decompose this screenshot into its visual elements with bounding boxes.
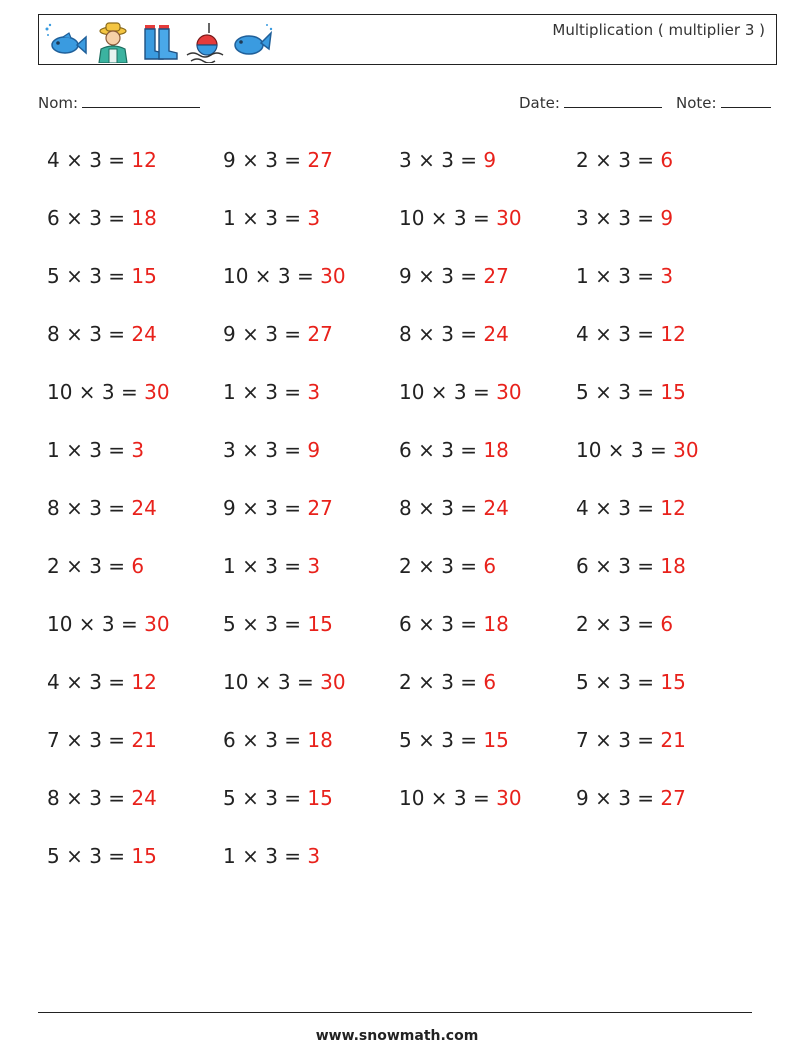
name-blank	[82, 93, 200, 108]
problem-question: 5 × 3 =	[223, 786, 308, 810]
problem-item	[47, 322, 157, 346]
header-icons	[43, 19, 275, 63]
problem-answer: 3	[307, 380, 321, 404]
problem-item	[399, 496, 509, 520]
problem-question: 8 × 3 =	[47, 496, 132, 520]
problem-item	[223, 322, 333, 346]
problem-question: 7 × 3 =	[576, 728, 661, 752]
problem-item	[576, 380, 686, 404]
problem-item	[47, 264, 157, 288]
problem-item	[47, 438, 144, 462]
problem-item	[576, 148, 673, 172]
problem-question: 10 × 3 =	[223, 264, 321, 288]
problem-item	[399, 380, 522, 404]
problem-question: 4 × 3 =	[576, 496, 661, 520]
problem-item	[399, 554, 496, 578]
problem-item	[223, 670, 346, 694]
problem-answer: 15	[131, 264, 157, 288]
problem-answer: 30	[496, 786, 522, 810]
problem-question: 8 × 3 =	[47, 786, 132, 810]
problem-answer: 27	[307, 496, 333, 520]
problem-question: 1 × 3 =	[223, 844, 308, 868]
problem-question: 2 × 3 =	[576, 612, 661, 636]
problem-answer: 3	[307, 844, 321, 868]
problem-question: 5 × 3 =	[47, 844, 132, 868]
problem-answer: 9	[660, 206, 674, 230]
problem-question: 4 × 3 =	[47, 148, 132, 172]
problem-answer: 3	[307, 206, 321, 230]
problem-question: 6 × 3 =	[399, 612, 484, 636]
problem-item	[223, 206, 320, 230]
worksheet-title: Multiplication ( multiplier 3 )	[552, 21, 765, 39]
problem-question: 10 × 3 =	[399, 380, 497, 404]
problem-answer: 18	[307, 728, 333, 752]
problem-question: 10 × 3 =	[47, 612, 145, 636]
problem-item	[576, 206, 673, 230]
problem-item	[47, 844, 157, 868]
problem-answer: 30	[144, 380, 170, 404]
problem-question: 1 × 3 =	[223, 206, 308, 230]
date-blank	[564, 93, 662, 108]
problem-answer: 27	[307, 322, 333, 346]
problem-item	[399, 206, 522, 230]
problem-answer: 15	[131, 844, 157, 868]
problem-answer: 30	[320, 264, 346, 288]
problem-question: 6 × 3 =	[576, 554, 661, 578]
problem-question: 1 × 3 =	[47, 438, 132, 462]
problem-item	[399, 322, 509, 346]
problem-answer: 3	[307, 554, 321, 578]
problem-item	[399, 728, 509, 752]
problem-answer: 24	[131, 322, 157, 346]
problem-answer: 12	[131, 670, 157, 694]
problem-answer: 27	[307, 148, 333, 172]
problem-question: 10 × 3 =	[223, 670, 321, 694]
problem-answer: 30	[320, 670, 346, 694]
problem-question: 9 × 3 =	[223, 148, 308, 172]
problem-question: 1 × 3 =	[223, 554, 308, 578]
problem-question: 10 × 3 =	[47, 380, 145, 404]
problem-question: 3 × 3 =	[223, 438, 308, 462]
problem-answer: 6	[660, 612, 674, 636]
problem-item	[47, 380, 170, 404]
problem-question: 10 × 3 =	[576, 438, 674, 462]
footer-url: www.snowmath.com	[315, 1028, 479, 1044]
problem-item	[399, 786, 522, 810]
problem-answer: 3	[660, 264, 674, 288]
problem-item	[223, 554, 320, 578]
problem-answer: 24	[131, 496, 157, 520]
problem-question: 6 × 3 =	[47, 206, 132, 230]
bobber-icon	[185, 19, 225, 63]
problem-item	[47, 786, 157, 810]
problem-item	[223, 264, 346, 288]
problem-answer: 12	[660, 496, 686, 520]
problem-item	[47, 728, 157, 752]
problem-question: 3 × 3 =	[576, 206, 661, 230]
worksheet-header	[38, 14, 777, 65]
problem-item	[47, 554, 144, 578]
problem-question: 10 × 3 =	[399, 206, 497, 230]
fisherman-icon	[93, 19, 133, 63]
problem-item	[576, 554, 686, 578]
problem-answer: 30	[496, 380, 522, 404]
problem-answer: 21	[660, 728, 686, 752]
problem-question: 8 × 3 =	[399, 496, 484, 520]
problem-question: 2 × 3 =	[576, 148, 661, 172]
problem-question: 6 × 3 =	[223, 728, 308, 752]
problem-answer: 15	[483, 728, 509, 752]
footer-divider	[38, 1012, 752, 1013]
problem-item	[223, 786, 333, 810]
problem-question: 9 × 3 =	[576, 786, 661, 810]
note-field	[676, 93, 771, 112]
problem-answer: 12	[660, 322, 686, 346]
problem-answer: 30	[673, 438, 699, 462]
problem-question: 8 × 3 =	[399, 322, 484, 346]
problem-answer: 24	[483, 496, 509, 520]
problem-question: 5 × 3 =	[47, 264, 132, 288]
problem-answer: 18	[131, 206, 157, 230]
problem-answer: 6	[483, 554, 497, 578]
problem-item	[223, 380, 320, 404]
problem-item	[399, 612, 509, 636]
problem-answer: 21	[131, 728, 157, 752]
problem-item	[47, 496, 157, 520]
date-label: Date:	[519, 94, 560, 112]
fish-icon	[231, 19, 275, 63]
problem-item	[576, 670, 686, 694]
problem-item	[399, 264, 509, 288]
problem-question: 1 × 3 =	[223, 380, 308, 404]
problem-answer: 9	[483, 148, 497, 172]
name-label: Nom:	[38, 94, 79, 112]
problem-answer: 15	[660, 670, 686, 694]
problem-item	[399, 438, 509, 462]
problem-question: 3 × 3 =	[399, 148, 484, 172]
problem-question: 2 × 3 =	[399, 670, 484, 694]
problem-answer: 18	[483, 438, 509, 462]
problem-item	[223, 496, 333, 520]
problem-question: 2 × 3 =	[399, 554, 484, 578]
date-field	[519, 93, 662, 112]
problem-question: 4 × 3 =	[47, 670, 132, 694]
name-field	[38, 93, 200, 112]
problem-question: 9 × 3 =	[399, 264, 484, 288]
problem-item	[576, 322, 686, 346]
problem-question: 5 × 3 =	[576, 670, 661, 694]
problem-answer: 18	[483, 612, 509, 636]
problem-item	[223, 438, 320, 462]
problem-question: 6 × 3 =	[399, 438, 484, 462]
problem-answer: 24	[483, 322, 509, 346]
problem-answer: 15	[307, 786, 333, 810]
problem-answer: 30	[496, 206, 522, 230]
problem-item	[47, 670, 157, 694]
problem-item	[47, 206, 157, 230]
problem-answer: 18	[660, 554, 686, 578]
problem-answer: 3	[131, 438, 145, 462]
problem-answer: 24	[131, 786, 157, 810]
note-label: Note:	[676, 94, 717, 112]
problem-item	[576, 612, 673, 636]
problem-question: 10 × 3 =	[399, 786, 497, 810]
problem-answer: 30	[144, 612, 170, 636]
problem-question: 5 × 3 =	[223, 612, 308, 636]
problem-item	[47, 148, 157, 172]
problem-answer: 6	[483, 670, 497, 694]
problem-question: 8 × 3 =	[47, 322, 132, 346]
problem-answer: 27	[483, 264, 509, 288]
problem-question: 4 × 3 =	[576, 322, 661, 346]
problem-item	[576, 264, 673, 288]
problem-question: 7 × 3 =	[47, 728, 132, 752]
problem-answer: 6	[660, 148, 674, 172]
problem-answer: 12	[131, 148, 157, 172]
note-blank	[721, 93, 771, 108]
problem-item	[576, 496, 686, 520]
problem-item	[576, 786, 686, 810]
boots-icon	[139, 19, 179, 63]
problem-answer: 6	[131, 554, 145, 578]
problem-item	[399, 148, 496, 172]
problem-answer: 15	[660, 380, 686, 404]
problem-question: 5 × 3 =	[399, 728, 484, 752]
problem-answer: 15	[307, 612, 333, 636]
problem-item	[576, 438, 699, 462]
fish-icon	[43, 19, 87, 63]
problem-item	[223, 612, 333, 636]
problem-answer: 9	[307, 438, 321, 462]
problem-item	[576, 728, 686, 752]
problem-question: 9 × 3 =	[223, 322, 308, 346]
problem-question: 1 × 3 =	[576, 264, 661, 288]
problem-item	[223, 148, 333, 172]
problem-item	[223, 728, 333, 752]
problem-question: 5 × 3 =	[576, 380, 661, 404]
problem-answer: 27	[660, 786, 686, 810]
problem-question: 9 × 3 =	[223, 496, 308, 520]
problem-item	[223, 844, 320, 868]
problem-question: 2 × 3 =	[47, 554, 132, 578]
problem-item	[47, 612, 170, 636]
problem-item	[399, 670, 496, 694]
